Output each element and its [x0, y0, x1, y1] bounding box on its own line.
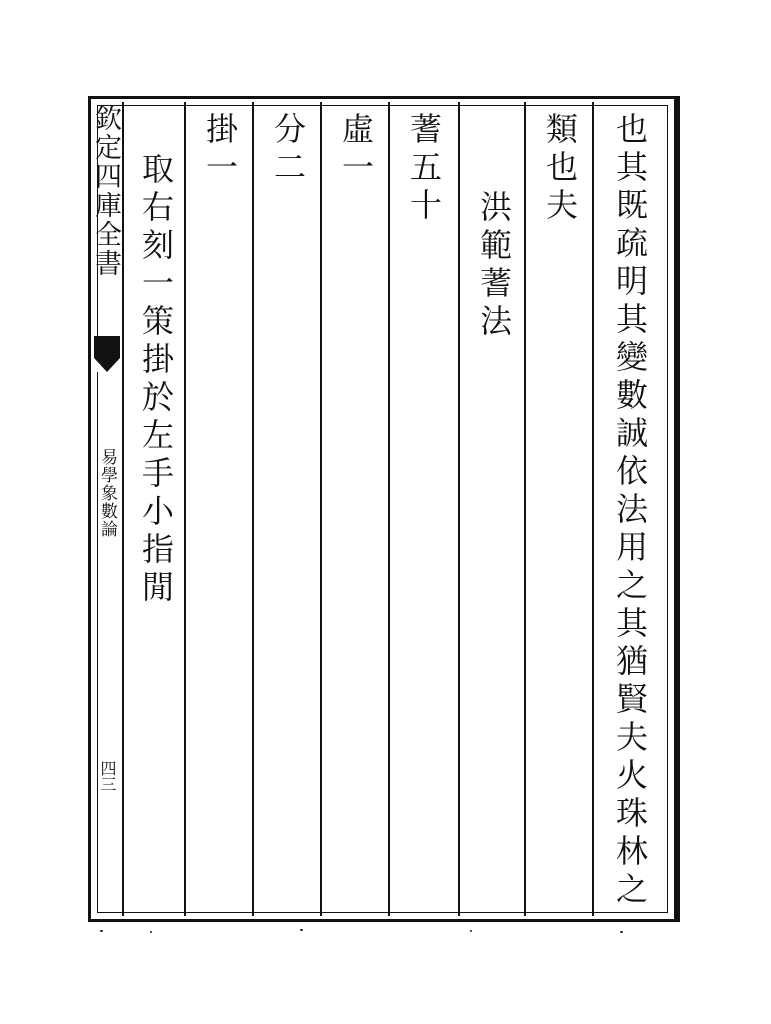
margin-separator: [122, 102, 124, 916]
text-column-8: 取右刻一策掛於左手小指閒: [137, 152, 175, 608]
ink-speck: [100, 930, 103, 932]
text-column-3: 洪範蓍法: [475, 190, 513, 342]
book-title: 欽定四庫全書: [90, 104, 121, 278]
page-number: 四三: [98, 760, 117, 792]
column-rule: [388, 102, 390, 916]
column-rule: [252, 102, 254, 916]
column-rule: [592, 102, 594, 916]
column-rule: [320, 102, 322, 916]
column-rule: [184, 102, 186, 916]
fishtail-mark: [94, 336, 120, 372]
text-column-5: 虛一: [337, 112, 375, 188]
text-column-4: 蓍五十: [405, 112, 443, 226]
text-column-6: 分二: [269, 112, 307, 188]
chapter-title: 易學象數論: [97, 448, 117, 538]
ink-speck: [150, 931, 152, 933]
column-rule: [458, 102, 460, 916]
text-column-1: 也其既疏明其變數誠依法用之其猶賢夫火珠林之: [611, 112, 649, 910]
text-column-2: 類也夫: [541, 112, 579, 226]
ink-speck: [470, 930, 472, 932]
column-rule: [524, 102, 526, 916]
ink-speck: [620, 931, 623, 933]
ink-speck: [300, 929, 303, 931]
text-column-7: 掛一: [201, 112, 239, 188]
page-inner-border: [97, 105, 668, 913]
